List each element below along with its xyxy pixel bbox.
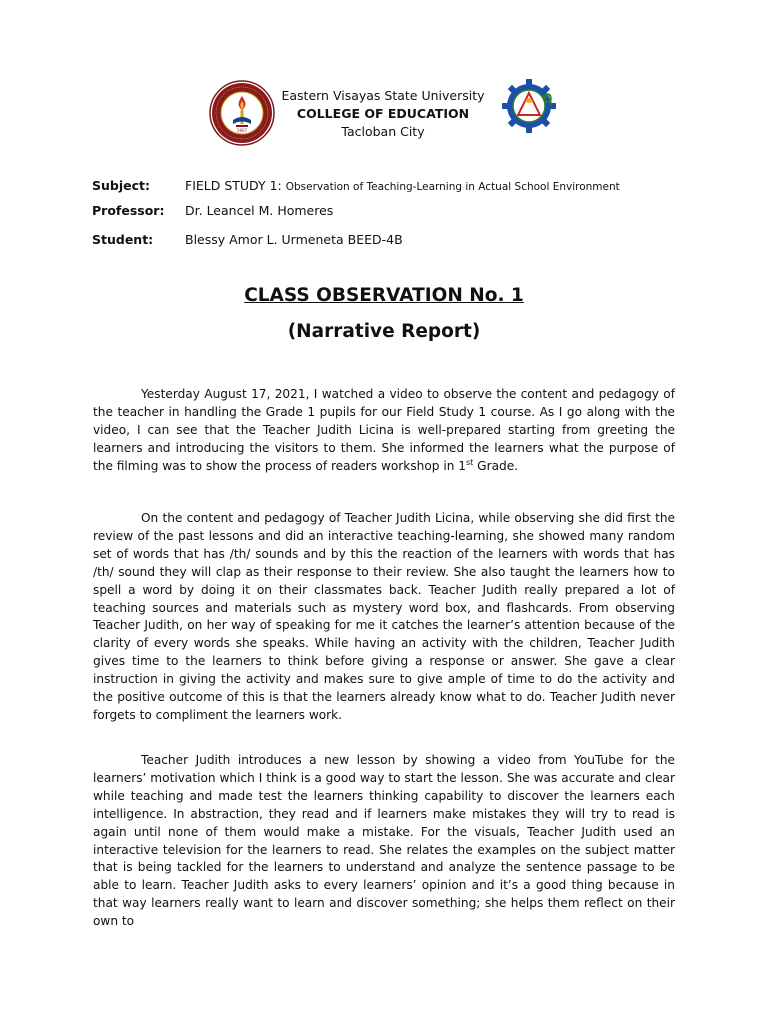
subject-detail: Observation of Teaching-Learning in Actual School Environment bbox=[285, 181, 620, 193]
paragraph-2: On the content and pedagogy of Teacher Judith Licina, while observing she did first the review of the past lessons and did an interactive teaching-learning, she showed many random set of words that has /th/ sounds and by this the reaction of the learners with words that has /th/ sound they will clap as their response to their review. She also taught the learners how to spell a word by doing it on their classmates back. Teacher Judith really prepared a lot of teaching sources and materials such as mystery word box, and flashcards. From observing Teacher Judith, on her way of speaking for me it catches the learner’s attention because of the clarity of every words she speaks. While having an activity with the children, Teacher Judith gives time to the learners to think before giving a response or answer. She gave a clear instruction in giving the activity and makes sure to give ample of time to do the activity and the positive outcome of this is that the learners already know what to do. Teacher Judith never forgets to compliment the learners work. bbox=[93, 511, 675, 722]
paragraph-1-text: Yesterday August 17, 2021, I watched a video to observe the content and pedagogy of the teacher in handling the Grade 1 pupils for our Field Study 1 course. As I go along with the video, I can see that the Teacher Judith Licina is well-prepared starting from greeting the learners and introducing the visitors to them. She informed the learners what the purpose of the filming was to show the process of readers workshop in 1 bbox=[93, 387, 675, 473]
paragraph-3: Teacher Judith introduces a new lesson by showing a video from YouTube for the learners’ motivation which I think is a good way to start the lesson. She was accurate and clear while teaching and made test the learners thinking capability to discover the learners each intelligence. In abstraction, they read and if learners make mistakes they will try to read is again until none of them would make a mistake. For the visuals, Teacher Judith used an interactive television for the learners to read. She relates the examples on the subject matter that is being tackled for the learners to understand and analyze the sentence passage to be able to learn. Teacher Judith asks to every learners’ opinion and it’s a good thing because in that way learners really want to learn and discover something; she helps them reflect on their own to bbox=[93, 753, 675, 929]
report-subtitle: (Narrative Report) bbox=[287, 321, 481, 342]
subject-name: FIELD STUDY 1: bbox=[185, 178, 286, 193]
college-gear-logo bbox=[498, 75, 560, 137]
student-value: Blessy Amor L. Urmeneta BEED-4B bbox=[185, 232, 403, 247]
paragraph-1 bbox=[93, 386, 675, 476]
subject-label: Subject: bbox=[92, 178, 150, 193]
student-label: Student: bbox=[92, 232, 154, 247]
paragraph-1-tail: Grade. bbox=[473, 458, 519, 473]
subject-value bbox=[185, 178, 620, 195]
ordinal-superscript: st bbox=[466, 457, 474, 467]
professor-label: Professor: bbox=[92, 203, 165, 218]
professor-value: Dr. Leancel M. Homeres bbox=[185, 203, 334, 218]
report-title: CLASS OBSERVATION No. 1 bbox=[244, 285, 524, 306]
city-name: Tacloban City bbox=[341, 124, 425, 139]
university-name: Eastern Visayas State University bbox=[281, 88, 485, 103]
college-name: COLLEGE OF EDUCATION bbox=[296, 106, 470, 121]
institution-header bbox=[250, 87, 516, 141]
seal-year: 1907 bbox=[236, 128, 248, 133]
